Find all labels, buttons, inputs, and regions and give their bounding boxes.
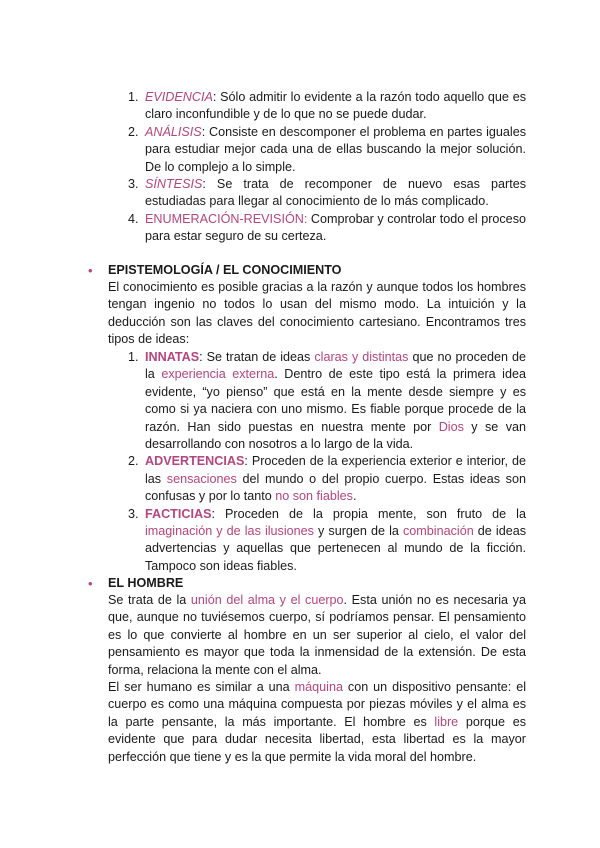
- list-number: 3.: [128, 506, 139, 521]
- rule-term: ANÁLISIS: [145, 124, 202, 139]
- idea-type-3: [128, 506, 526, 576]
- paragraph-text: con un dispositivo pensante: el cuerpo es como una máquina compuesta por piezas móviles y el alma es la parte pensante, la más importante. El hombre es: [108, 680, 526, 729]
- rule-term: EVIDENCIA: [145, 90, 213, 104]
- rule-term: ENUMERACIÓN-REVISIÓN:: [145, 211, 308, 226]
- highlight: claras y distintas: [314, 350, 409, 364]
- epistemology-intro: [108, 279, 526, 349]
- idea-text: de ideas advertencias y aquellas que pertenecen al mundo de la ficción. Tampoco son ideas fiables.: [145, 524, 527, 573]
- idea-text: : Proceden de la experiencia exterior e interior, de las: [145, 454, 526, 486]
- paragraph-text: Se trata de la: [108, 593, 191, 607]
- idea-term: INNATAS: [145, 350, 200, 364]
- idea-text: del mundo o del propio cuerpo. Estas ideas son confusas y por lo tanto: [145, 471, 526, 504]
- rule-text: : Consiste en descomponer el problema en partes iguales para estudiar mejor cada una de ellas buscando la mejor solución. De lo complejo a lo simple.: [145, 124, 526, 174]
- epistemology-heading: EPISTEMOLOGÍA / EL CONOCIMIENTO: [108, 263, 342, 277]
- idea-text: .: [352, 489, 357, 504]
- man-paragraph-1: [108, 592, 526, 679]
- idea-text: y surgen de la: [313, 524, 403, 539]
- rule-text: : Sólo admitir lo evidente a la razón todo aquello que es claro inconfundible y de lo que no se puede dudar.: [145, 90, 526, 122]
- method-rules-list: [128, 89, 526, 246]
- paragraph-text: . Esta unión no es necesaria ya que, aunque no tuviésemos cuerpo, sí podríamos pensar. El pensamiento es lo que convierte al hombre en un ser superior al cielo, el valor del pensamiento es mayor que toda la inmensidad de la extensión. De esta forma, relaciona la mente con el alma.: [108, 593, 526, 677]
- idea-text: : Se tratan de ideas: [199, 350, 315, 364]
- method-rule-4: [128, 211, 526, 246]
- list-number: 4.: [128, 211, 139, 226]
- list-number: 2.: [128, 454, 139, 469]
- idea-text: que no proceden de la: [145, 350, 526, 382]
- highlight: libre: [434, 714, 459, 729]
- bullet-icon: •: [88, 263, 93, 278]
- idea-term: FACTICIAS: [145, 506, 212, 521]
- list-number: 1.: [128, 350, 139, 364]
- idea-type-1: [128, 349, 526, 453]
- rule-term: SÍNTESIS: [145, 177, 203, 192]
- idea-text: . Dentro de este tipo está la primera idea evidente, “yo pienso” que está en la mente desde siempre y es como si ya naciera con uno mismo. Es fiable porque procede de la razón. Han sido puestas en nuestra mente por: [145, 367, 526, 434]
- highlight: sensaciones: [166, 471, 237, 486]
- man-paragraph-2: [108, 679, 526, 766]
- list-number: 1.: [128, 90, 139, 104]
- highlight: experiencia externa: [161, 367, 275, 382]
- highlight: no son fiables: [275, 489, 353, 504]
- highlight: Dios: [438, 419, 464, 434]
- method-rule-1: [128, 89, 526, 124]
- man-body: [108, 592, 526, 766]
- method-rule-2: [128, 124, 526, 176]
- rule-text: Comprobar y controlar todo el proceso para estar seguro de su certeza.: [145, 211, 526, 244]
- highlight: unión del alma y el cuerpo: [190, 593, 344, 607]
- man-heading: EL HOMBRE: [108, 576, 184, 590]
- idea-types-list: [128, 349, 526, 575]
- bullet-icon: •: [88, 576, 93, 591]
- idea-text: : Proceden de la propia mente, son fruto de la: [211, 506, 526, 521]
- list-number: 2.: [128, 124, 139, 139]
- highlight: combinación: [403, 524, 474, 539]
- rule-text: : Se trata de recomponer de nuevo esas partes estudiadas para llegar al conocimiento de lo más complicado.: [145, 177, 526, 209]
- idea-type-2: [128, 453, 526, 505]
- idea-text: y se van desarrollando con nosotros a lo largo de la vida.: [145, 419, 526, 452]
- list-number: 3.: [128, 177, 139, 192]
- method-rule-3: [128, 176, 526, 211]
- highlight: máquina: [294, 680, 343, 695]
- highlight: imaginación y de las ilusiones: [145, 524, 314, 539]
- paragraph-text: porque es evidente que para dudar necesita libertad, esta libertad es la mayor perfección que tiene y es la que permite la vida moral del hombre.: [108, 714, 527, 764]
- idea-term: ADVERTENCIAS: [145, 454, 245, 469]
- intro-paragraph: El conocimiento es posible gracias a la razón y aunque todos los hombres tengan ingenio no todos lo usan del mismo modo. La intuición y la deducción son las claves del conocimiento cartesiano. Encontramos tres tipos de ideas:: [108, 280, 526, 347]
- paragraph-text: El ser humano es similar a una: [108, 680, 295, 695]
